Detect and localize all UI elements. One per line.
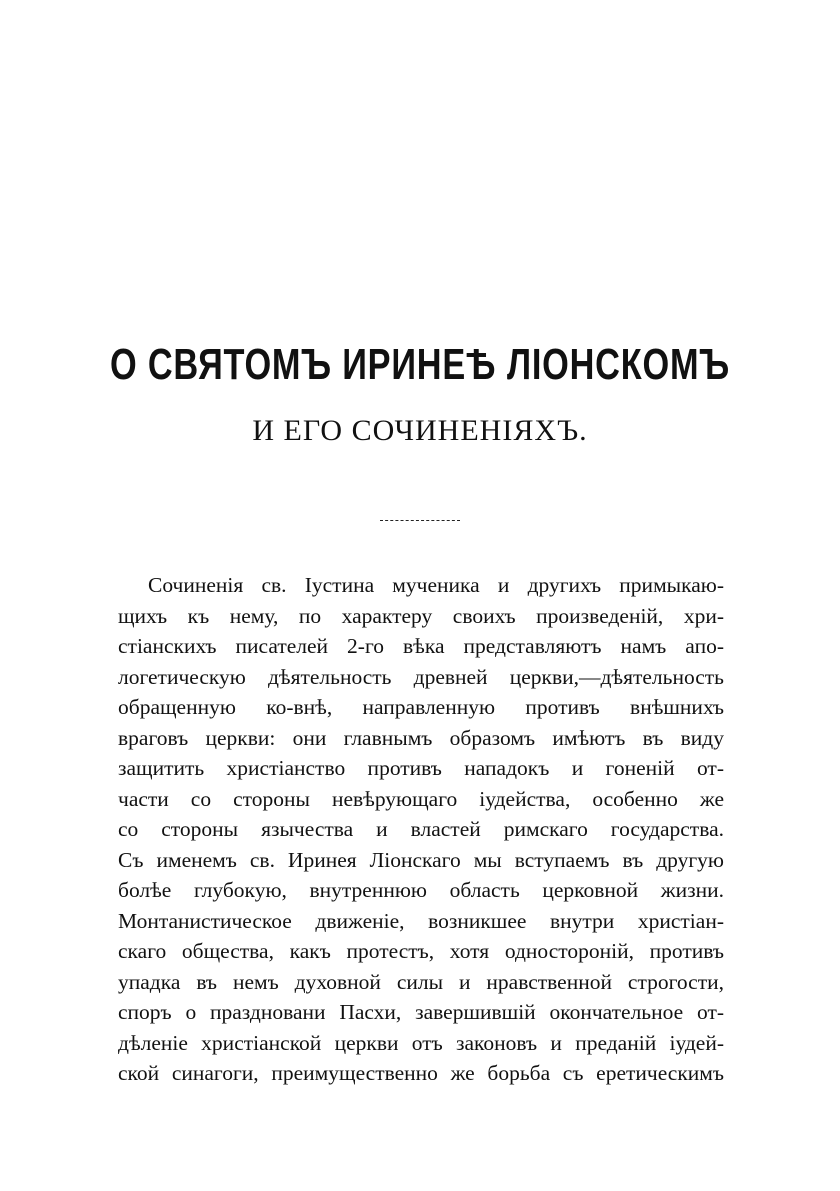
- text-line: Съ именемъ св. Иринея Ліонскаго мы вступаемъ въ другую: [118, 847, 724, 872]
- text-line: болѣе глубокую, внутреннюю область церковной жизни.: [118, 878, 724, 902]
- text-line: обращенную ко-внѣ, направленную противъ внѣшнихъ: [118, 695, 724, 719]
- text-line: щихъ къ нему, по характеру своихъ произведеній, хри-: [118, 603, 724, 628]
- section-divider: [380, 520, 460, 521]
- text-line: части со стороны невѣрующаго іудейства, особенно же: [118, 786, 724, 811]
- page-title: О СВЯТОМЪ ИРИНЕѢ ЛІОНСКОМЪ: [110, 340, 730, 389]
- text-line: упадка въ немъ духовной силы и нравственной строгости,: [118, 969, 724, 994]
- text-line: дѣленіе христіанской церкви отъ законовъ и преданій іудей-: [118, 1030, 724, 1055]
- text-line: Монтанистическое движеніе, возникшее внутри христіан-: [118, 908, 724, 933]
- text-line: Сочиненія св. Іустина мученика и другихъ примыкаю-: [148, 573, 724, 597]
- text-line: ской синагоги, преимущественно же борьба съ еретическимъ: [118, 1061, 724, 1085]
- text-line: враговъ церкви: они главнымъ образомъ имѣютъ въ виду: [118, 725, 724, 750]
- text-line: логетическую дѣятельность древней церкви,—дѣятельность: [118, 664, 724, 689]
- page-subtitle: И ЕГО СОЧИНЕНІЯХЪ.: [252, 414, 588, 447]
- text-line: защитить христіанство противъ нападокъ и гоненій от-: [118, 756, 724, 780]
- text-line: со стороны язычества и властей римскаго государства.: [118, 817, 724, 841]
- text-line: стіанскихъ писателей 2-го вѣка представляютъ намъ апо-: [118, 634, 724, 658]
- text-line: споръ о праздновани Пасхи, завершившій окончательное от-: [118, 1000, 724, 1024]
- body-paragraph: [118, 570, 724, 1089]
- text-line: скаго общества, какъ протестъ, хотя одностороній, противъ: [118, 939, 724, 963]
